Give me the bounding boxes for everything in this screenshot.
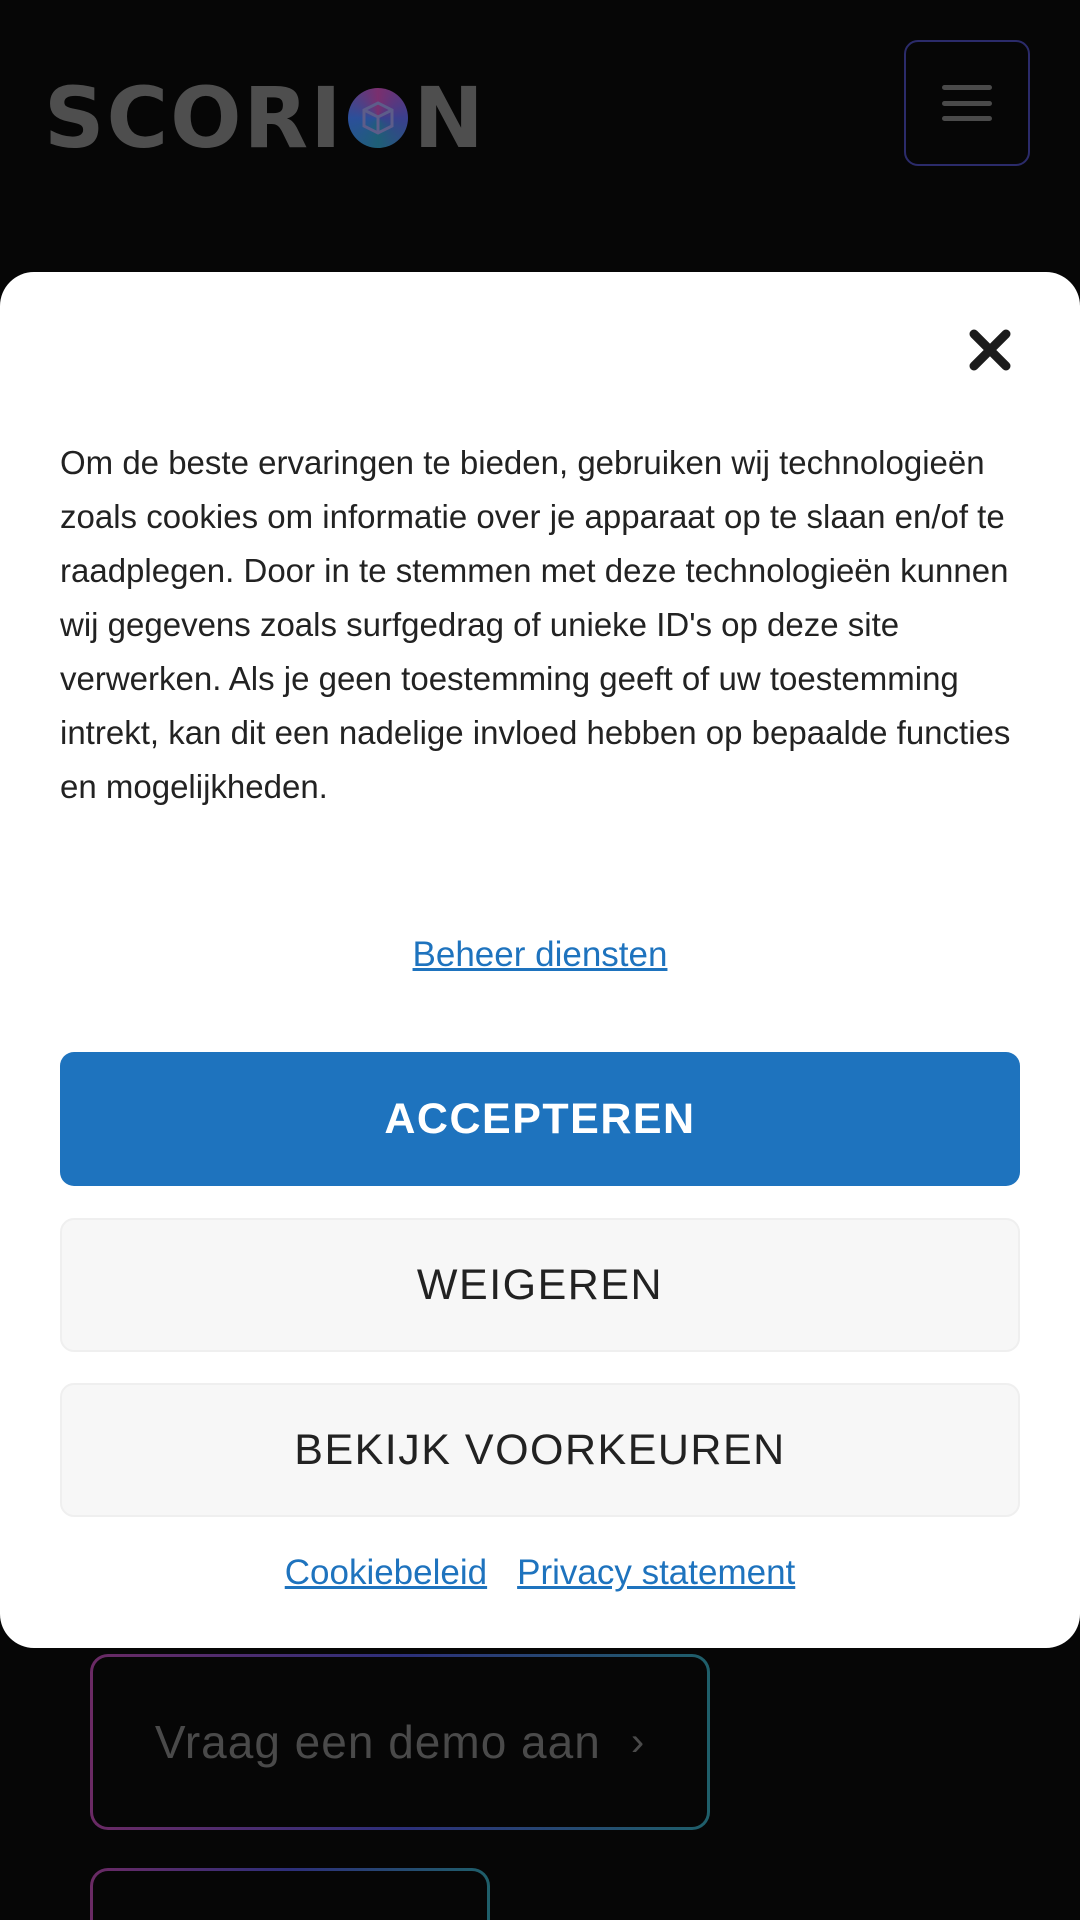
site-header	[0, 0, 1080, 220]
accept-button[interactable]: ACCEPTEREN	[60, 1052, 1020, 1186]
close-icon	[967, 327, 1013, 373]
secondary-cta-button[interactable]	[90, 1868, 490, 1920]
privacy-statement-link[interactable]: Privacy statement	[517, 1553, 796, 1592]
policy-links	[0, 1548, 1080, 1598]
cookie-policy-link[interactable]: Cookiebeleid	[284, 1553, 488, 1592]
deny-button[interactable]: WEIGEREN	[60, 1218, 1020, 1352]
scorion-logo[interactable]	[44, 69, 486, 167]
request-demo-button[interactable]	[90, 1654, 710, 1830]
manage-services-link[interactable]: Beheer diensten	[412, 935, 668, 974]
close-button[interactable]	[960, 320, 1020, 380]
view-preferences-button[interactable]: BEKIJK VOORKEUREN	[60, 1383, 1020, 1517]
logo-text-right: N	[413, 69, 486, 167]
hamburger-icon	[942, 85, 992, 121]
logo-text-left: SCORI	[44, 69, 344, 167]
logo-cube-icon	[348, 88, 408, 148]
chevron-right-icon: ›	[630, 1719, 646, 1764]
request-demo-label: Vraag een demo aan	[154, 1716, 601, 1768]
consent-message: Om de beste ervaringen te bieden, gebruiken wij technologieën zoals cookies om informatie over je apparaat op te slaan en/of te raadplegen. Door in te stemmen met deze technologieën kunnen wij gegevens zoals surfgedrag of unieke ID's op deze site verwerken. Als je geen toestemming geeft of uw toestemming intrekt, kan dit een nadelige invloed hebben op bepaalde functies en mogelijkheden.	[60, 444, 1011, 805]
hamburger-menu-button[interactable]	[904, 40, 1030, 166]
